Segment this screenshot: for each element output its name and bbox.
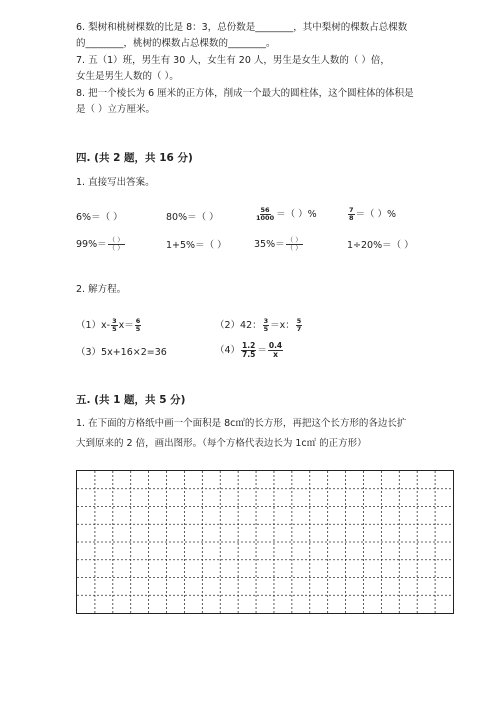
grid-paper[interactable] xyxy=(76,470,454,614)
fraction-denominator: （ ） xyxy=(286,244,302,252)
answer-lead: 99%＝ xyxy=(76,239,107,250)
equation-lead: （4） xyxy=(215,345,241,356)
answer-1-plus-5-percent: 1+5%＝（ ） xyxy=(166,240,227,251)
question-7-line-2: 女生是男生人数的（ ）。 xyxy=(76,71,179,82)
section-4-q1-label: 1. 直接写出答案。 xyxy=(76,177,155,188)
equation-mid: ＝x： xyxy=(270,320,295,331)
fraction-numerator: 3 xyxy=(263,317,269,325)
fraction-denominator: 5 xyxy=(263,325,269,333)
fraction-denominator: 1000 xyxy=(256,214,275,222)
fraction-numerator: 7 xyxy=(349,206,354,214)
fraction-5-7 xyxy=(296,318,303,333)
question-6-line-2: 的________，桃树的棵数占总棵数的________。 xyxy=(76,38,276,49)
fraction-numerator: 56 xyxy=(260,206,270,214)
fraction-1.2-7.5 xyxy=(241,342,256,359)
question-6-line-1: 6. 梨树和桃树棵数的比是 8：3，总份数是________，其中梨树的棵数占总棵数 xyxy=(76,22,408,33)
fraction-numerator: （ ） xyxy=(108,236,124,244)
answer-lead: 35%＝ xyxy=(254,239,285,250)
answer-80-percent: 80%＝（ ） xyxy=(166,212,219,223)
fraction-denominator: 5 xyxy=(135,325,141,333)
equation-lead: （1）x- xyxy=(76,320,111,331)
equation-1 xyxy=(76,318,142,333)
answer-tail: ＝（ ）% xyxy=(355,209,397,220)
equation-mid: x＝ xyxy=(118,320,134,331)
fraction-6-5 xyxy=(135,318,142,333)
section-5-q1-line-1: 1. 在下面的方格纸中画一个面积是 8c㎡的长方形，再把这个长方形的各边长扩 xyxy=(76,418,407,429)
question-8-line-1: 8. 把一个棱长为 6 厘米的正方体，削成一个最大的圆柱体，这个圆柱体的体积是 xyxy=(76,88,414,99)
equation-4 xyxy=(215,342,284,359)
fraction-denominator: 8 xyxy=(349,214,354,222)
fraction-denominator: 7.5 xyxy=(242,350,256,359)
fraction-blank xyxy=(286,237,303,252)
fraction-3-5 xyxy=(263,318,270,333)
answer-56-over-1000 xyxy=(254,207,317,222)
fraction-denominator: 7 xyxy=(296,325,302,333)
section-5-q1-line-2: 大到原来的 2 倍，画出图形。（每个方格代表边长为 1c㎡ 的正方形） xyxy=(76,438,367,449)
fraction-numerator: 1.2 xyxy=(242,341,256,350)
section-4-title: 四. (共 2 题，共 16 分) xyxy=(76,152,193,164)
fraction-numerator: 3 xyxy=(112,317,117,325)
section-4-q2-label: 2. 解方程。 xyxy=(76,284,127,295)
fraction-0.4-x xyxy=(268,342,283,359)
fraction-numerator: 6 xyxy=(135,317,141,325)
fraction-7-8 xyxy=(348,207,355,222)
answer-tail: ＝（ ）% xyxy=(276,209,317,220)
fraction-denominator: x xyxy=(273,350,278,359)
answer-7-over-8 xyxy=(347,207,396,222)
question-8-line-2: 是（ ）立方厘米。 xyxy=(76,104,156,115)
fraction-3-5 xyxy=(111,318,118,333)
equation-2 xyxy=(215,318,303,333)
fraction-numerator: 5 xyxy=(296,317,302,325)
fraction-numerator: 0.4 xyxy=(268,341,283,350)
answer-1-div-20-percent: 1÷20%＝（ ） xyxy=(347,240,414,251)
answer-99-percent xyxy=(76,237,126,252)
equation-lead: （2）42： xyxy=(215,320,262,331)
fraction-numerator: （ ） xyxy=(286,236,302,244)
question-7-line-1: 7. 五（1）班，男生有 30 人，女生有 20 人，男生是女生人数的（ ）倍， xyxy=(76,55,390,66)
fraction-blank xyxy=(108,237,125,252)
grid-lines xyxy=(77,471,453,613)
fraction-denominator: （ ） xyxy=(108,244,124,252)
fraction-denominator: 5 xyxy=(112,325,117,333)
answer-6-percent: 6%＝（ ） xyxy=(76,212,123,223)
fraction-56-1000 xyxy=(255,207,275,222)
section-5-title: 五. (共 1 题，共 5 分) xyxy=(76,394,186,406)
answer-35-percent xyxy=(254,237,304,252)
equation-mid: ＝ xyxy=(257,345,267,356)
equation-3: （3）5x+16×2=36 xyxy=(76,347,167,358)
